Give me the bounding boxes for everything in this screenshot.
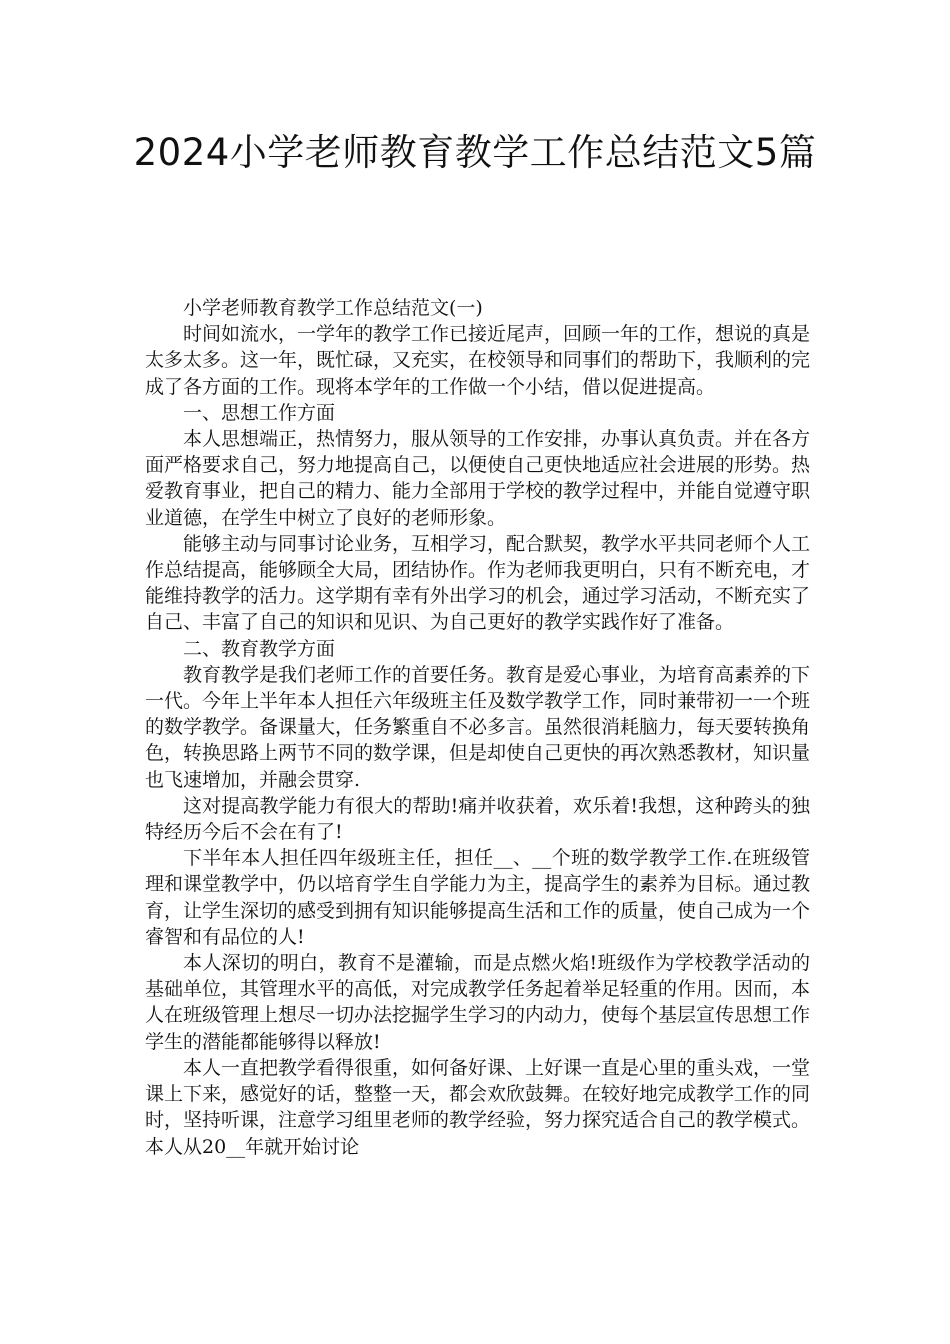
paragraph-intro: 时间如流水，一学年的教学工作已接近尾声，回顾一年的工作，想说的真是太多太多。这一年，既忙碌，又充实，在校领导和同事们的帮助下，我顺利的完成了各方面的工作。现将本学年的工作做一个小结，借以促进提高。 xyxy=(145,323,811,398)
section-heading-teaching: 二、教育教学方面 xyxy=(183,637,336,660)
paragraph-teaching-4: 本人深切的明白，教育不是灌输，而是点燃火焰!班级作为学校教学活动的基础单位，其管理水平的高低，对完成教学任务起着举足轻重的作用。因而，本人在班级管理上想尽一切办法挖掘学生学习的内动力，使每个基层宣传思想工作学生的潜能都能够得以释放! xyxy=(145,952,811,1053)
paragraph-teaching-3: 下半年本人担任四年级班主任，担任__、__个班的数学教学工作.在班级管理和课堂教学中，仍以培育学生自学能力为主，提高学生的素养为目标。通过教育，让学生深切的感受到拥有知识能够提高生活和工作的质量，使自己成为一个睿智和有品位的人! xyxy=(145,847,811,948)
paragraph-ideology-1: 本人思想端正，热情努力，服从领导的工作安排，办事认真负责。并在各方面严格要求自己，努力地提高自己，以便使自己更快地适应社会进展的形势。热爱教育事业，把自己的精力、能力全部用于学校的教学过程中，并能自觉遵守职业道德，在学生中树立了良好的老师形象。 xyxy=(145,428,811,529)
section-heading-article-1: 小学老师教育教学工作总结范文(一) xyxy=(183,297,483,319)
document-title: 2024小学老师教育教学工作总结范文5篇 xyxy=(133,131,817,174)
section-heading-ideology: 一、思想工作方面 xyxy=(183,401,336,424)
paragraph-ideology-2: 能够主动与同事讨论业务，互相学习，配合默契，教学水平共同老师个人工作总结提高，能够顾全大局，团结协作。作为老师我更明白，只有不断充电，才能维持教学的活力。这学期有幸有外出学习的机会，通过学习活动，不断充实了自己、丰富了自己的知识和见识、为自己更好的教学实践作好了准备。 xyxy=(145,532,811,634)
document-body xyxy=(145,295,810,1160)
paragraph-teaching-5: 本人一直把教学看得很重，如何备好课、上好课一直是心里的重头戏，一堂课上下来，感觉好的话，整整一天，都会欢欣鼓舞。在较好地完成教学工作的同时，坚持听课，注意学习组里老师的教学经验，努力探究适合自己的教学模式。本人从20__年就开始讨论 xyxy=(145,1056,811,1158)
paragraph-teaching-2: 这对提高教学能力有很大的帮助!痛并收获着，欢乐着!我想，这种跨头的独特经历今后不会在有了! xyxy=(145,794,810,844)
paragraph-teaching-1: 教育教学是我们老师工作的首要任务。教育是爱心事业，为培育高素养的下一代。今年上半年本人担任六年级班主任及数学教学工作，同时兼带初一一个班的数学教学。备课量大，任务繁重自不必多言。虽然很消耗脑力，每天要转换角色，转换思路上两节不同的数学课，但是却使自己更快的再次熟悉教材，知识量也飞速增加，并融会贯穿. xyxy=(145,663,811,791)
